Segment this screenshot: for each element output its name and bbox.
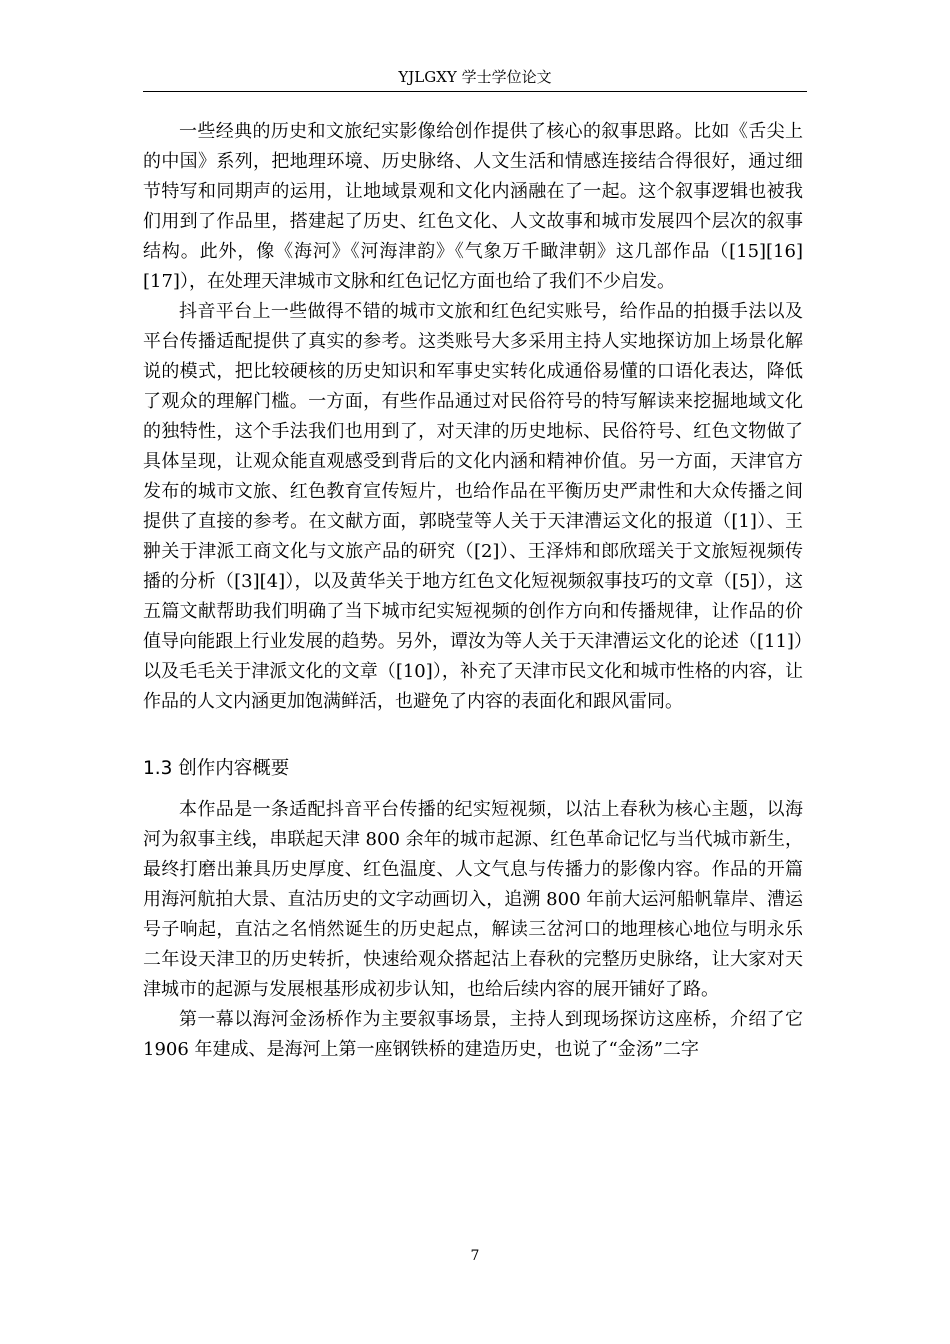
paragraph-references-documentaries: 一些经典的历史和文旅纪实影像给创作提供了核心的叙事思路。比如《舌尖上的中国》系列，把地理环境、历史脉络、人文生活和情感连接结合得很好，通过细节特写和同期声的运用，让地域景观和文化内涵融在了一起。这个叙事逻辑也被我们用到了作品里，搭建起了历史、红色文化、人文故事和城市发展四个层次的叙事结构。此外，像《海河》《河海津韵》《气象万千瞰津朝》这几部作品（[15][16][17]），在处理天津城市文脉和红色记忆方面也给了我们不少启发。 (143, 121, 803, 292)
paragraph-references-douyin: 抖音平台上一些做得不错的城市文旅和红色纪实账号，给作品的拍摄手法以及平台传播适配提供了真实的参考。这类账号大多采用主持人实地探访加上场景化解说的模式，把比较硬核的历史知识和军事史实转化成通俗易懂的口语化表达，降低了观众的理解门槛。一方面，有些作品通过对民俗符号的特写解读来挖掘地域文化的独特性，这个手法我们也用到了，对天津的历史地标、民俗符号、红色文物做了具体呈现，让观众能直观感受到背后的文化内涵和精神价值。另一方面，天津官方发布的城市文旅、红色教育宣传短片，也给作品在平衡历史严肃性和大众传播之间提供了直接的参考。在文献方面，郭晓莹等人关于天津漕运文化的报道（[1]）、王翀关于津派工商文化与文旅产品的研究（[2]）、王泽炜和郎欣瑶关于文旅短视频传播的分析（[3][4]），以及黄华关于地方红色文化短视频叙事技巧的文章（[5]），这五篇文献帮助我们明确了当下城市纪实短视频的创作方向和传播规律，让作品的价值导向能跟上行业发展的趋势。另外，谭汝为等人关于天津漕运文化的论述（[11]）以及毛毛关于津派文化的文章（[10]），补充了天津市民文化和城市性格的内容，让作品的人文内涵更加饱满鲜活，也避免了内容的表面化和跟风雷同。 (143, 301, 803, 712)
section-heading: 1.3 创作内容概要 (143, 758, 290, 779)
running-header: YJLGXY 学士学位论文 (398, 68, 552, 86)
header-rule (143, 91, 807, 92)
page-number: 7 (470, 1248, 480, 1264)
body-text (143, 117, 803, 1065)
paragraph-content-overview: 本作品是一条适配抖音平台传播的纪实短视频，以沽上春秋为核心主题，以海河为叙事主线，串联起天津 800 余年的城市起源、红色革命记忆与当代城市新生，最终打磨出兼具历史厚度、红色温度、人文气息与传播力的影像内容。作品的开篇用海河航拍大景、直沽历史的文字动画切入，追溯 800 年前大运河船帆靠岸、漕运号子响起，直沽之名悄然诞生的历史起点，解读三岔河口的地理核心地位与明永乐二年设天津卫的历史转折，快速给观众搭起沽上春秋的完整历史脉络，让大家对天津城市的起源与发展根基形成初步认知，也给后续内容的展开铺好了路。 (143, 799, 803, 1000)
paragraph-first-act: 第一幕以海河金汤桥作为主要叙事场景，主持人到现场探访这座桥，介绍了它 1906 年建成、是海河上第一座钢铁桥的建造历史，也说了“金汤”二字 (143, 1009, 803, 1060)
